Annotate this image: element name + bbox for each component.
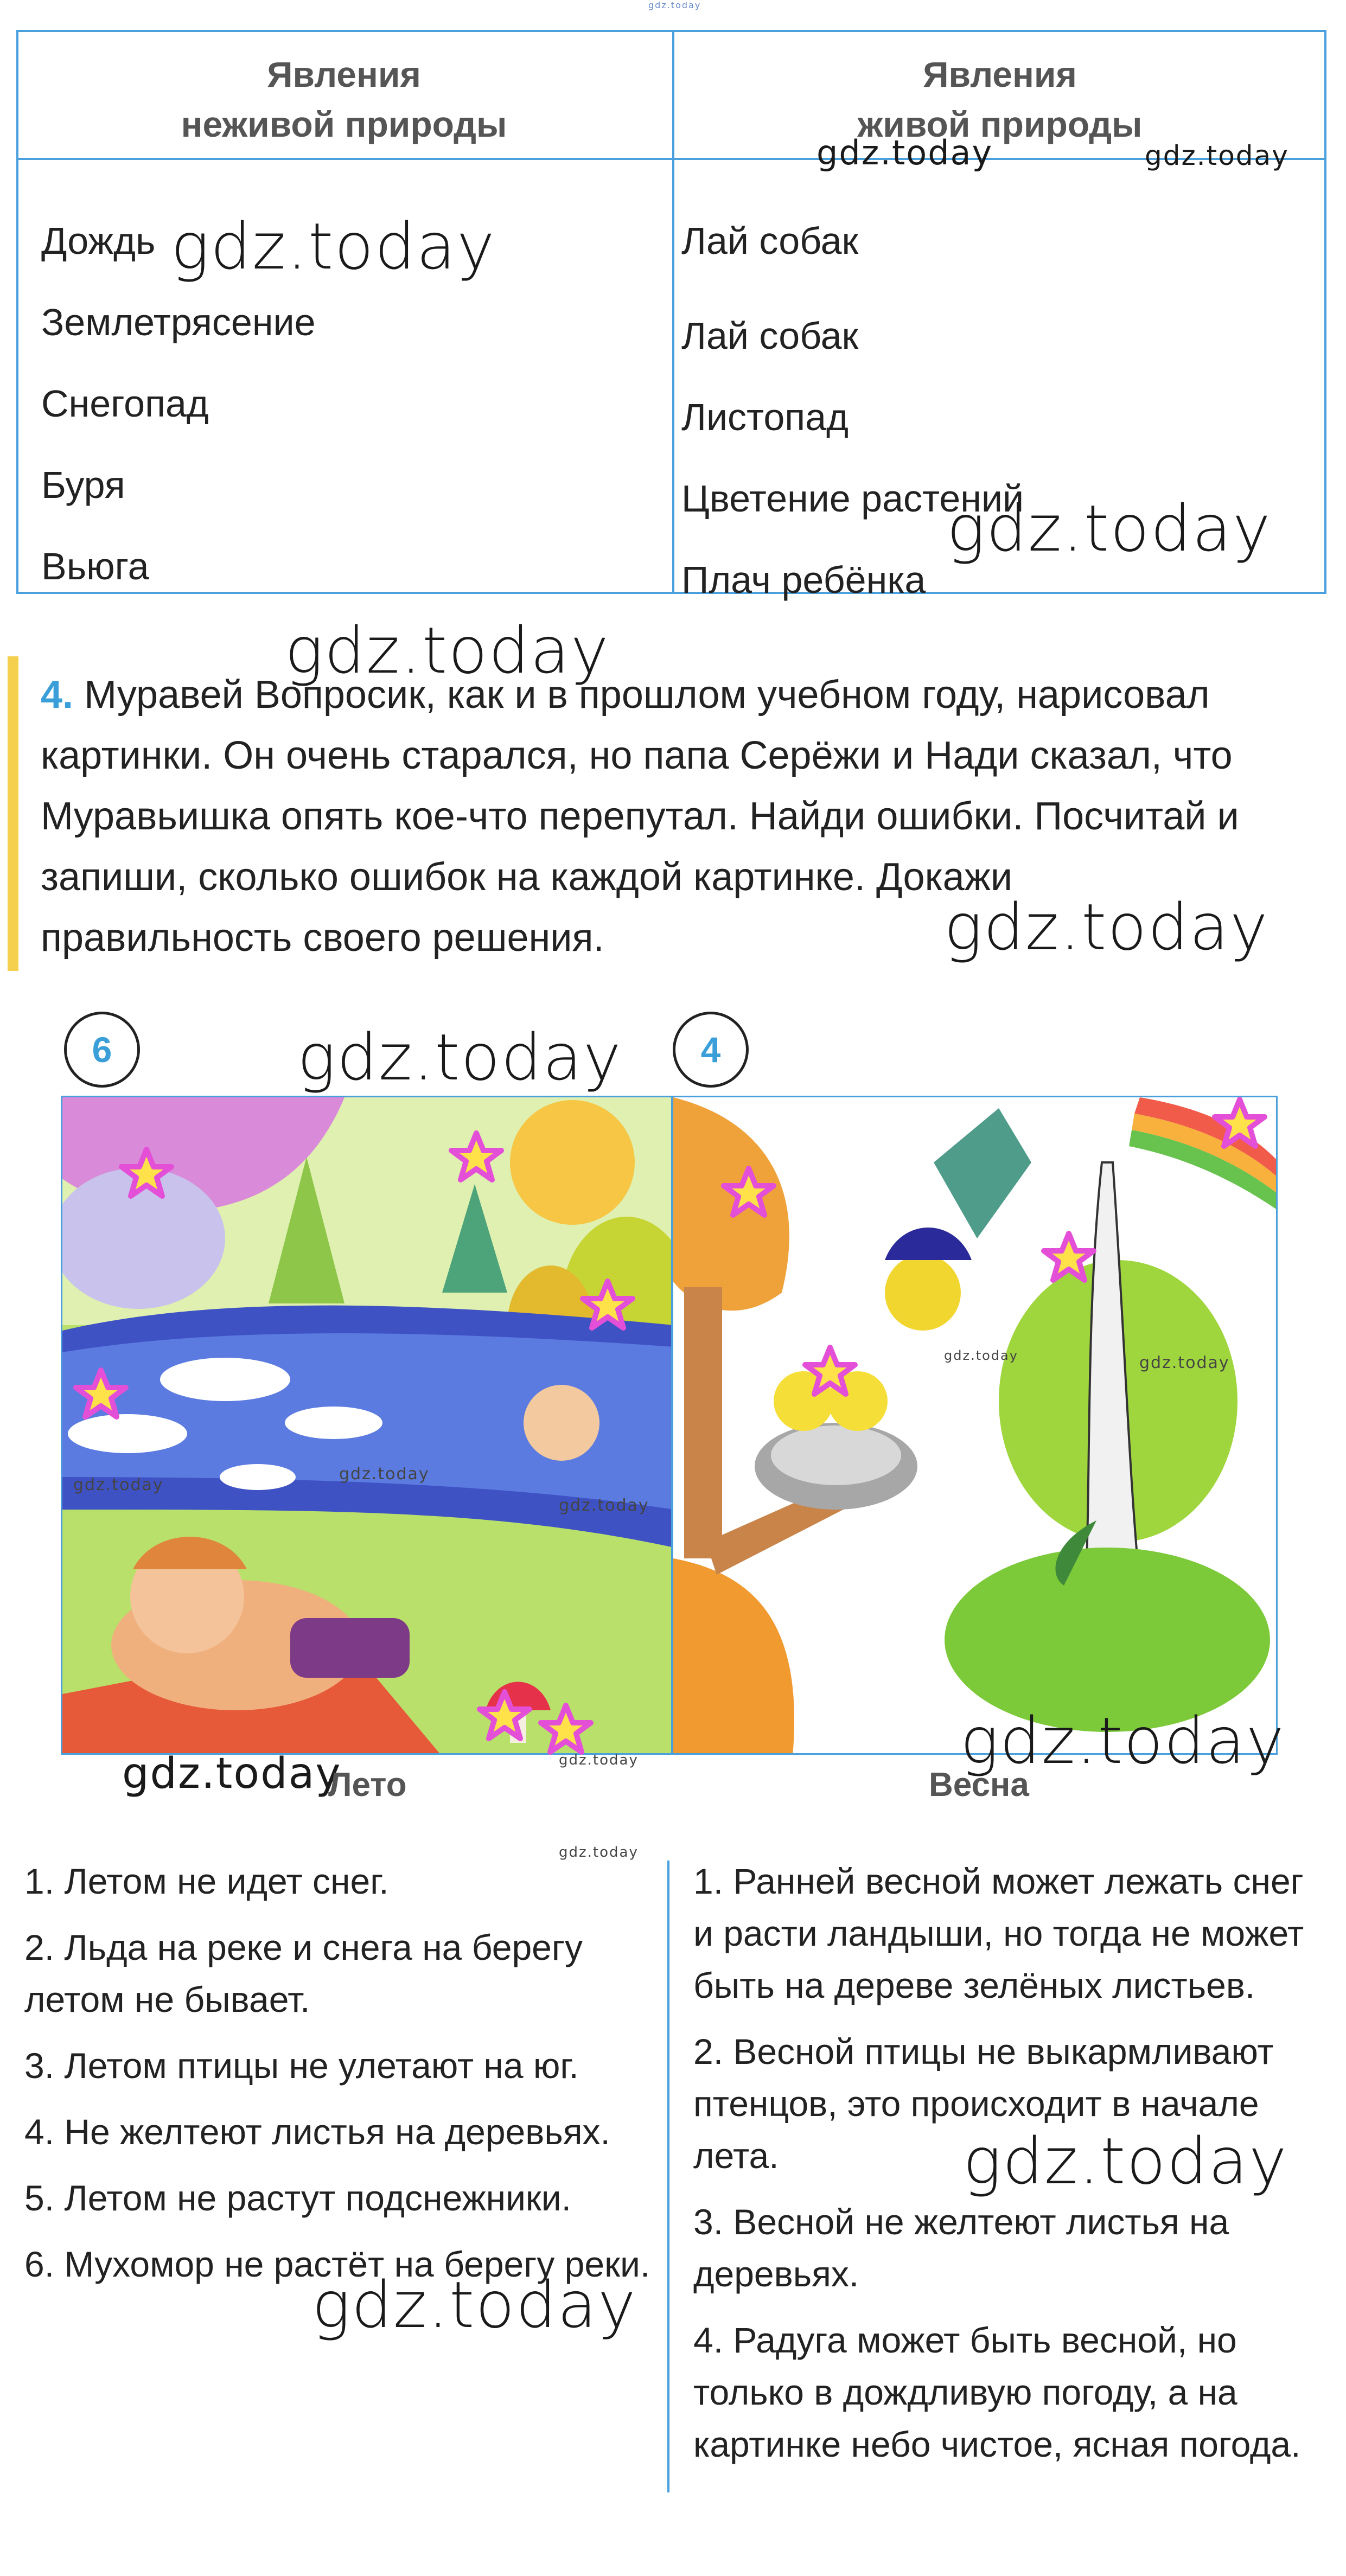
answer-line: 4. Не желтеют листья на деревьях.	[24, 2112, 610, 2152]
task-line-2: картинки. Он очень старался, но папа Серёжи и Нади сказал, что	[41, 734, 1233, 777]
list-item: Плач ребёнка	[681, 559, 926, 601]
watermark: gdz.today	[285, 613, 610, 688]
answer-item	[24, 2040, 654, 2092]
summer-answers	[24, 1855, 654, 2304]
spring-caption: Весна	[929, 1766, 1029, 1804]
answer-line: лета.	[693, 2136, 779, 2176]
answer-line: птенцов, это происходит в начале	[693, 2083, 1259, 2124]
list-item: Вьюга	[41, 545, 149, 587]
summer-picture	[61, 1096, 673, 1755]
watermark: gdz.today	[944, 1348, 1018, 1363]
summer-error-count: 6	[64, 1012, 140, 1088]
list-item: Буря	[41, 464, 125, 506]
header-nonliving-line2: неживой природы	[181, 104, 507, 144]
list-item: Лай собак	[681, 315, 859, 357]
summer-caption: Лето	[328, 1766, 407, 1804]
answer-line: 2. Льда на реке и снега на берегу	[24, 1927, 583, 1967]
header-nonliving	[18, 49, 669, 149]
task-line-5: правильность своего решения.	[41, 916, 604, 960]
spring-illustration	[673, 1097, 1278, 1755]
watermark: gdz.today	[816, 133, 993, 172]
answer-line: деревьях.	[693, 2254, 859, 2294]
watermark: gdz.today	[960, 1703, 1285, 1778]
watermark: gdz.today	[297, 1020, 622, 1095]
answer-line: летом не бывает.	[24, 1979, 310, 2019]
answer-item	[24, 2172, 654, 2224]
watermark: gdz.today	[312, 2267, 637, 2342]
task-number: 4.	[41, 673, 74, 717]
list-item: Снегопад	[41, 382, 209, 425]
list-item: Дождь	[41, 220, 156, 262]
answer-item	[693, 1855, 1334, 2011]
spring-picture	[672, 1096, 1278, 1755]
watermark: gdz.today	[1145, 140, 1289, 171]
watermark: gdz.today	[944, 890, 1269, 964]
answer-line: и расти ландыши, но тогда не может	[693, 1913, 1304, 1953]
answer-item	[24, 1855, 654, 1907]
answer-line: 6. Мухомор не растёт на берегу реки.	[24, 2244, 650, 2284]
watermark: gdz.today	[122, 1749, 342, 1798]
watermark: gdz.today	[1139, 1353, 1230, 1372]
answer-item	[24, 2106, 654, 2158]
answer-item	[24, 1921, 654, 2025]
list-item: Лай собак	[681, 220, 859, 262]
watermark: gdz.today	[559, 1844, 639, 1861]
answer-line: 1. Ранней весной может лежать снег	[693, 1861, 1304, 1901]
list-item: Листопад	[681, 396, 849, 438]
task-highlight-bar	[8, 656, 18, 971]
header-nonliving-line1: Явления	[267, 54, 421, 94]
list-item: Цветение растений	[681, 477, 1024, 520]
watermark: gdz.today	[963, 2124, 1288, 2198]
summer-illustration	[62, 1097, 673, 1755]
task-line-3: Муравьишка опять кое-что перепутал. Найди ошибки. Посчитай и	[41, 795, 1239, 838]
answer-line: картинке небо чистое, ясная погода.	[693, 2424, 1301, 2464]
header-living-line2: живой природы	[857, 104, 1143, 144]
list-item: Землетрясение	[41, 301, 316, 343]
answer-item	[693, 2196, 1334, 2300]
task-line-1	[41, 664, 1305, 725]
watermark: gdz.today	[559, 1496, 649, 1515]
answer-line: только в дождливую погоду, а на	[693, 2372, 1237, 2412]
answer-line: 5. Летом не растут подснежники.	[24, 2178, 572, 2218]
answer-line: 2. Весной птицы не выкармливают	[693, 2031, 1274, 2072]
answer-line: 3. Летом птицы не улетают на юг.	[24, 2046, 579, 2086]
watermark: gdz.today	[73, 1475, 164, 1494]
watermark: gdz.today	[339, 1465, 430, 1484]
watermark: gdz.today	[559, 1752, 639, 1768]
task-line-4: запиши, сколько ошибок на каждой картинке. Докажи	[41, 855, 1013, 899]
answer-line: 4. Радуга может быть весной, но	[693, 2320, 1237, 2360]
answers-divider	[667, 1861, 669, 2492]
watermark-top: gdz.today	[648, 0, 701, 10]
answer-line: быть на дереве зелёных листьев.	[693, 1965, 1255, 2005]
answer-item	[693, 2314, 1334, 2470]
answer-line: 1. Летом не идет снег.	[24, 1861, 389, 1901]
watermark: gdz.today	[171, 209, 496, 284]
task-line-text: Муравей Вопросик, как и в прошлом учебном году, нарисовал	[84, 673, 1210, 717]
watermark: gdz.today	[947, 491, 1272, 566]
spring-error-count: 4	[673, 1012, 749, 1088]
answer-line: 3. Весной не желтеют листья на	[693, 2202, 1229, 2242]
table-header-divider	[18, 158, 1324, 160]
header-living	[674, 49, 1325, 149]
header-living-line1: Явления	[923, 54, 1077, 94]
